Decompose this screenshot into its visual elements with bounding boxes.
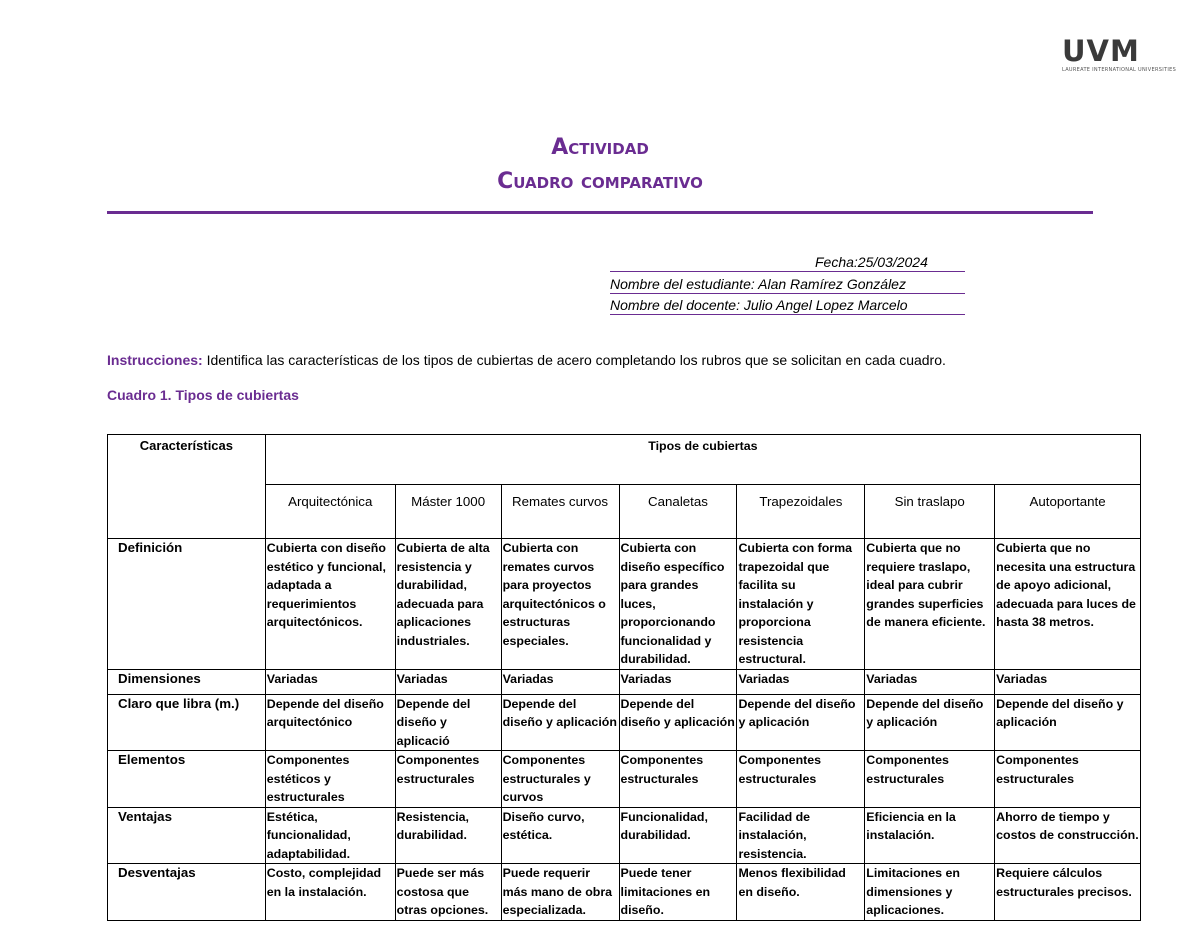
table-row xyxy=(108,539,1141,670)
table-cell: Componentes estructurales xyxy=(995,751,1141,808)
table-cell: Componentes estructurales xyxy=(865,751,995,808)
row-label: Elementos xyxy=(108,751,266,808)
column-header: Sin traslapo xyxy=(865,485,995,539)
document-title: Actividad xyxy=(551,135,649,160)
title-divider xyxy=(107,211,1093,214)
table-cell: Variadas xyxy=(995,669,1141,694)
row-label: Desventajas xyxy=(108,864,266,921)
table-cell: Menos flexibilidad en diseño. xyxy=(737,864,865,921)
table-cell: Componentes estructurales xyxy=(619,751,737,808)
table-cell: Depende del diseño y aplicació xyxy=(395,694,501,751)
logo-text: UVM xyxy=(1062,34,1140,68)
column-header: Arquitectónica xyxy=(265,485,395,539)
table-cell: Variadas xyxy=(865,669,995,694)
table-cell: Componentes estructurales xyxy=(395,751,501,808)
table-cell: Cubierta con forma trapezoidal que facilita su instalación y proporciona resistencia estructural. xyxy=(737,539,865,670)
table-cell: Funcionalidad, durabilidad. xyxy=(619,807,737,864)
table-cell: Puede tener limitaciones en diseño. xyxy=(619,864,737,921)
column-header: Canaletas xyxy=(619,485,737,539)
table-cell: Cubierta que no necesita una estructura de apoyo adicional, adecuada para luces de hasta 38 metros. xyxy=(995,539,1141,670)
column-header: Autoportante xyxy=(995,485,1141,539)
table-cell: Depende del diseño arquitectónico xyxy=(265,694,395,751)
date-field: Fecha:25/03/2024 xyxy=(610,254,965,272)
table-body xyxy=(108,539,1141,921)
table-cell: Componentes estructurales y curvos xyxy=(501,751,619,808)
table-row xyxy=(108,807,1141,864)
table-row xyxy=(108,694,1141,751)
table-cell: Depende del diseño y aplicación xyxy=(619,694,737,751)
table-cell: Variadas xyxy=(619,669,737,694)
column-header: Máster 1000 xyxy=(395,485,501,539)
table-cell: Puede ser más costosa que otras opciones. xyxy=(395,864,501,921)
table-cell: Costo, complejidad en la instalación. xyxy=(265,864,395,921)
corner-header: Características xyxy=(108,435,266,539)
row-label: Definición xyxy=(108,539,266,670)
document-subtitle: Cuadro comparativo xyxy=(497,169,703,194)
table-cell: Cubierta de alta resistencia y durabilidad, adecuada para aplicaciones industriales. xyxy=(395,539,501,670)
table-cell: Ahorro de tiempo y costos de construcción. xyxy=(995,807,1141,864)
table-cell: Cubierta que no requiere traslapo, ideal para cubrir grandes superficies de manera eficiente. xyxy=(865,539,995,670)
table-cell: Facilidad de instalación, resistencia. xyxy=(737,807,865,864)
table-cell: Cubierta con remates curvos para proyectos arquitectónicos o estructuras especiales. xyxy=(501,539,619,670)
row-label: Claro que libra (m.) xyxy=(108,694,266,751)
column-header: Remates curvos xyxy=(501,485,619,539)
table-cell: Requiere cálculos estructurales precisos. xyxy=(995,864,1141,921)
table-row xyxy=(108,864,1141,921)
table-cell: Componentes estructurales xyxy=(737,751,865,808)
table-header-row xyxy=(108,435,1141,485)
table-row xyxy=(108,669,1141,694)
table-cell: Depende del diseño y aplicación xyxy=(865,694,995,751)
row-label: Ventajas xyxy=(108,807,266,864)
row-label: Dimensiones xyxy=(108,669,266,694)
comparison-table xyxy=(107,434,1141,921)
table-cell: Cubierta con diseño estético y funcional, adaptada a requerimientos arquitectónicos. xyxy=(265,539,395,670)
table-cell: Cubierta con diseño específico para grandes luces, proporcionando funcionalidad y durabilidad. xyxy=(619,539,737,670)
instructions-text: Identifica las características de los tipos de cubiertas de acero completando los rubros que se solicitan en cada cuadro. xyxy=(202,352,946,368)
table-cell: Diseño curvo, estética. xyxy=(501,807,619,864)
table-cell: Resistencia, durabilidad. xyxy=(395,807,501,864)
table-cell: Estética, funcionalidad, adaptabilidad. xyxy=(265,807,395,864)
table-cell: Depende del diseño y aplicación xyxy=(501,694,619,751)
table-cell: Componentes estéticos y estructurales xyxy=(265,751,395,808)
table-cell: Variadas xyxy=(501,669,619,694)
table-cell: Variadas xyxy=(265,669,395,694)
teacher-name-field: Nombre del docente: Julio Angel Lopez Marcelo xyxy=(610,297,965,315)
student-name-field: Nombre del estudiante: Alan Ramírez González xyxy=(610,276,965,294)
table-cell: Variadas xyxy=(395,669,501,694)
uvm-logo xyxy=(1062,34,1177,76)
table-cell: Eficiencia en la instalación. xyxy=(865,807,995,864)
table-row xyxy=(108,751,1141,808)
logo-tagline: LAUREATE INTERNATIONAL UNIVERSITIES xyxy=(1062,67,1177,73)
table-cell: Depende del diseño y aplicación xyxy=(737,694,865,751)
instructions xyxy=(107,352,946,368)
table-cell: Limitaciones en dimensiones y aplicaciones. xyxy=(865,864,995,921)
column-header: Trapezoidales xyxy=(737,485,865,539)
table-cell: Puede requerir más mano de obra especializada. xyxy=(501,864,619,921)
instructions-label: Instrucciones: xyxy=(107,352,203,368)
group-header: Tipos de cubiertas xyxy=(265,435,1140,485)
table-caption: Cuadro 1. Tipos de cubiertas xyxy=(107,387,299,403)
table-cell: Depende del diseño y aplicación xyxy=(995,694,1141,751)
table-cell: Variadas xyxy=(737,669,865,694)
